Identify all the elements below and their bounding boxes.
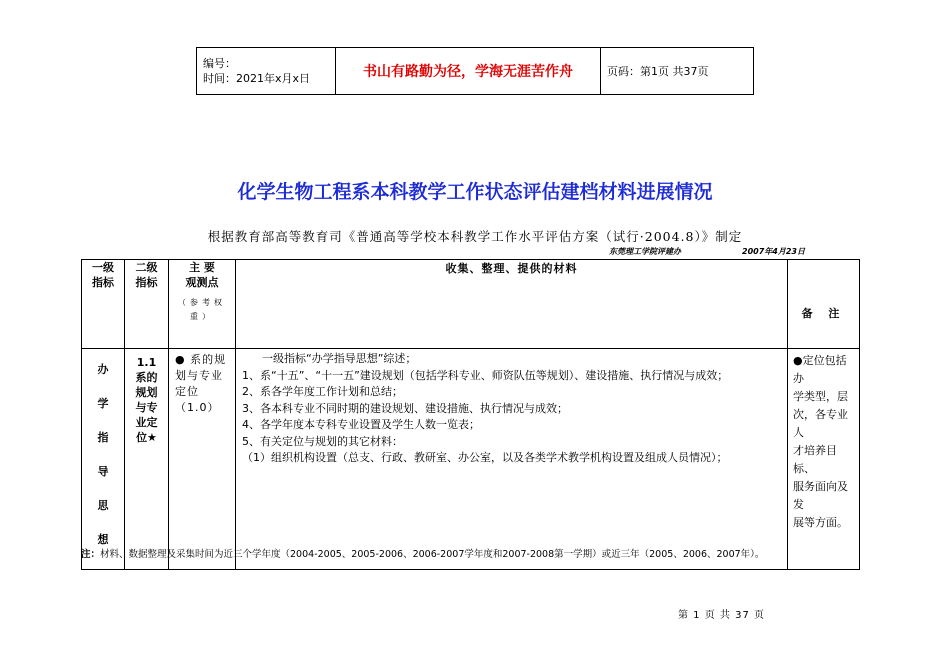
remark-line: ●定位包括办: [793, 354, 847, 385]
header-materials: 收集、整理、提供的材料: [236, 260, 788, 349]
level1-char: 思: [97, 499, 109, 512]
material-item: 4、各学年度本专科专业设置及学生人数一览表；: [242, 418, 480, 431]
material-item: 2、系各学年度工作计划和总结；: [242, 385, 403, 398]
level2-line: 1.1: [136, 356, 157, 369]
level1-char: 指: [97, 431, 109, 444]
header-level1-line1: 一级: [92, 261, 114, 274]
footnote-label: 注：: [81, 549, 101, 560]
header-level2-line1: 二级: [135, 261, 158, 274]
footnote: [81, 546, 764, 560]
organization-stamp: 东莞理工学院评建办: [609, 247, 681, 256]
material-item: 5、有关定位与规划的其它材料：: [242, 434, 403, 448]
remark-line: 才培养目标、: [793, 444, 837, 475]
header-page-info: 页码：第1页 共37页: [601, 48, 754, 95]
basis-text: 根据教育部高等教育司《普通高等学校本科教学工作水平评估方案（试行·2004.8）》制定: [207, 229, 743, 244]
footnote-text: 材料、数据整理及采集时间为近三个学年度（2004-2005、2005-2006、2006-2007学年度和2007-2008第一学期）或近三年（2005、2006、2007年）。: [100, 549, 765, 560]
material-item: 1、系“十五”、“十一五”建设规划（包括学科专业、师资队伍等规划）、建设措施、执行情况与成效；: [242, 368, 729, 382]
header-remarks: 备 注: [788, 260, 860, 349]
level2-line: 位★: [136, 431, 157, 444]
header-motto: 书山有路勤为径，学海无涯苦作舟: [336, 48, 601, 95]
header-meta: [197, 48, 336, 95]
remark-line: 学类型，层: [793, 390, 848, 403]
observe-line: 划与专业: [175, 369, 223, 382]
header-observe-weight: （参考权重）: [178, 298, 226, 321]
header-observe-line2: 观测点: [185, 276, 219, 289]
material-item: （1）组织机构设置（总支、行政、教研室、办公室，以及各类学术教学机构设置及组成人员情况）；: [242, 451, 728, 464]
header-level2: [125, 260, 169, 349]
header-observe: [169, 260, 236, 349]
page-title: 化学生物工程系本科教学工作状态评估建档材料进展情况: [237, 181, 713, 203]
observe-line: ● 系的规: [175, 353, 227, 366]
time-label: 时间：2021年x月x日: [203, 72, 311, 85]
page-footer: 第 1 页 共 37 页: [678, 610, 765, 621]
header-level1: [82, 260, 125, 349]
materials-cell: [236, 349, 788, 570]
level1-char: 学: [97, 397, 109, 410]
remarks-cell: [788, 349, 860, 570]
material-item: 一级指标“办学指导思想”综述；: [262, 352, 417, 365]
material-item: 3、各本科专业不同时期的建设规划、建设措施、执行情况与成效；: [242, 401, 568, 415]
level2-line: 系的: [135, 371, 158, 384]
header-level1-line2: 指标: [92, 276, 114, 289]
number-label: 编号：: [203, 57, 236, 70]
observe-cell: [169, 349, 236, 570]
level2-cell: [125, 349, 169, 570]
level1-char: 想: [97, 533, 109, 546]
table-header-row: [82, 260, 860, 349]
level1-char: 导: [97, 465, 109, 478]
observe-line: 定位: [175, 385, 199, 398]
remark-line: 展等方面。: [793, 516, 848, 529]
observe-line: （1.0）: [175, 401, 220, 414]
remark-line: 次，各专业人: [793, 408, 848, 439]
level2-line: 业定: [135, 416, 158, 429]
header-observe-line1: 主 要: [189, 261, 215, 274]
table-row: [82, 349, 860, 570]
header-level2-line2: 指标: [135, 276, 158, 289]
document-header: [196, 47, 754, 95]
level2-line: 规划: [135, 386, 158, 399]
level1-char: 办: [97, 363, 109, 376]
date-stamp: 2007年4月23日: [742, 247, 805, 256]
level1-cell: [82, 349, 125, 570]
remark-line: 服务面向及发: [793, 480, 848, 511]
level2-line: 与专: [135, 401, 158, 414]
materials-table: [81, 259, 860, 570]
